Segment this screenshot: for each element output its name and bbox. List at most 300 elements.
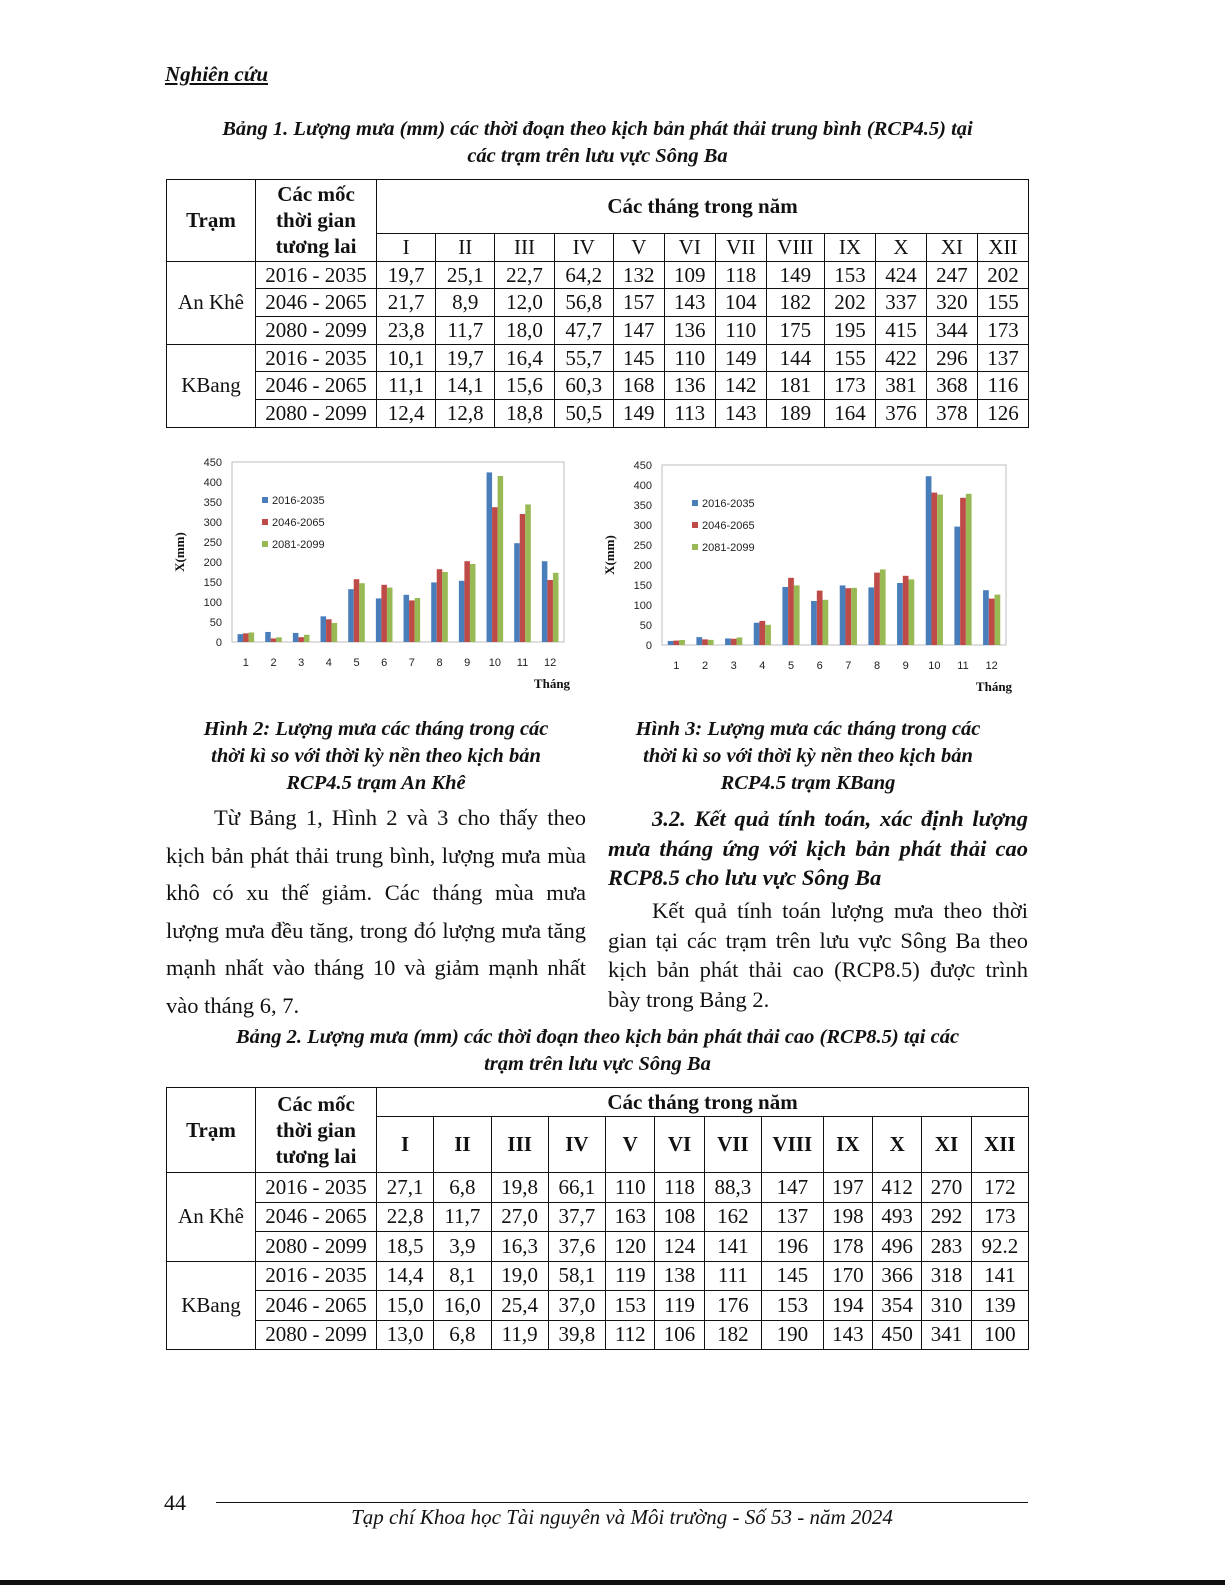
value-cell: 378 bbox=[926, 400, 977, 428]
header-period-line: tương lai bbox=[275, 234, 357, 259]
value-cell: 110 bbox=[664, 344, 715, 372]
legend-swatch bbox=[262, 541, 268, 547]
bar bbox=[845, 588, 851, 645]
bar bbox=[415, 598, 421, 642]
value-cell: 39,8 bbox=[548, 1320, 605, 1350]
value-cell: 37,0 bbox=[548, 1291, 605, 1321]
value-cell: 126 bbox=[977, 400, 1028, 428]
bar bbox=[498, 476, 504, 642]
period-cell: 2080 - 2099 bbox=[256, 400, 377, 428]
bar bbox=[874, 573, 880, 645]
y-tick-label: 250 bbox=[633, 540, 652, 552]
y-tick-label: 50 bbox=[639, 620, 652, 632]
chart-an-khe bbox=[168, 456, 588, 706]
header-period-line: thời gian bbox=[276, 208, 356, 233]
table-row bbox=[167, 372, 1029, 400]
table1-caption-line1: Bảng 1. Lượng mưa (mm) các thời đoạn theo kịch bản phát thải trung bình (RCP4.5) tại bbox=[222, 118, 973, 140]
bar bbox=[765, 625, 771, 645]
value-cell: 147 bbox=[761, 1173, 823, 1203]
period-cell: 2016 - 2035 bbox=[256, 1173, 377, 1203]
period-cell: 2080 - 2099 bbox=[256, 317, 377, 345]
bar bbox=[731, 639, 737, 645]
table-row bbox=[167, 400, 1029, 428]
header-period-line: Các mốc bbox=[277, 182, 355, 207]
value-cell: 341 bbox=[922, 1320, 971, 1350]
table-row bbox=[167, 1173, 1029, 1203]
table-row bbox=[167, 1232, 1029, 1262]
value-cell: 64,2 bbox=[554, 261, 613, 289]
value-cell: 412 bbox=[873, 1173, 922, 1203]
bar bbox=[271, 638, 277, 642]
value-cell: 50,5 bbox=[554, 400, 613, 428]
y-tick-label: 250 bbox=[203, 537, 222, 549]
header-row bbox=[167, 180, 1029, 234]
bar bbox=[326, 619, 332, 642]
value-cell: 344 bbox=[926, 317, 977, 345]
bar bbox=[794, 585, 800, 645]
bar bbox=[304, 635, 310, 642]
value-cell: 112 bbox=[606, 1320, 655, 1350]
value-cell: 6,8 bbox=[434, 1320, 491, 1350]
bar bbox=[298, 637, 304, 642]
section-heading: 3.2. Kết quả tính toán, xác định lượng mưa tháng ứng với kịch bản phát thải cao RCP8.5 cho lưu vực Sông Ba bbox=[608, 806, 1028, 890]
value-cell: 424 bbox=[875, 261, 926, 289]
month-header: XII bbox=[971, 1117, 1028, 1173]
value-cell: 141 bbox=[704, 1232, 761, 1262]
value-cell: 12,0 bbox=[495, 289, 554, 317]
header-period bbox=[256, 180, 377, 262]
month-header: III bbox=[495, 234, 554, 262]
value-cell: 118 bbox=[655, 1173, 704, 1203]
value-cell: 136 bbox=[664, 372, 715, 400]
bar bbox=[321, 616, 327, 642]
header-period-line: tương lai bbox=[275, 1144, 357, 1168]
month-header: I bbox=[377, 1117, 434, 1173]
x-tick-label: 10 bbox=[928, 660, 941, 672]
value-cell: 21,7 bbox=[377, 289, 436, 317]
y-tick-label: 100 bbox=[203, 597, 222, 609]
bar bbox=[754, 623, 760, 645]
value-cell: 12,8 bbox=[436, 400, 495, 428]
value-cell: 153 bbox=[606, 1291, 655, 1321]
section-label: Nghiên cứu bbox=[165, 62, 269, 86]
month-header: II bbox=[436, 234, 495, 262]
month-header: VIII bbox=[766, 234, 824, 262]
legend-swatch bbox=[692, 522, 698, 528]
period-cell: 2016 - 2035 bbox=[256, 344, 377, 372]
bar bbox=[926, 476, 932, 645]
y-tick-label: 300 bbox=[203, 517, 222, 529]
bar bbox=[376, 598, 382, 642]
legend-label: 2016-2035 bbox=[272, 495, 325, 507]
value-cell: 157 bbox=[613, 289, 664, 317]
bar bbox=[293, 633, 299, 642]
value-cell: 194 bbox=[823, 1291, 872, 1321]
value-cell: 8,9 bbox=[436, 289, 495, 317]
bar bbox=[409, 600, 415, 642]
y-tick-label: 400 bbox=[203, 477, 222, 489]
value-cell: 496 bbox=[873, 1232, 922, 1262]
period-cell: 2046 - 2065 bbox=[256, 289, 377, 317]
value-cell: 119 bbox=[655, 1291, 704, 1321]
bar bbox=[238, 634, 244, 642]
month-header: XII bbox=[977, 234, 1028, 262]
y-tick-label: 450 bbox=[203, 457, 222, 469]
value-cell: 15,6 bbox=[495, 372, 554, 400]
month-header: IX bbox=[825, 234, 876, 262]
bar bbox=[276, 637, 282, 642]
x-tick-label: 12 bbox=[544, 657, 557, 669]
value-cell: 178 bbox=[823, 1232, 872, 1262]
value-cell: 12,4 bbox=[377, 400, 436, 428]
period-cell: 2016 - 2035 bbox=[256, 1261, 377, 1291]
y-tick-label: 400 bbox=[633, 480, 652, 492]
x-tick-label: 2 bbox=[270, 657, 277, 669]
bar bbox=[817, 591, 823, 645]
header-station: Trạm bbox=[167, 180, 256, 262]
bar bbox=[348, 589, 354, 642]
table-row bbox=[167, 344, 1029, 372]
table1 bbox=[166, 179, 1029, 428]
month-header: V bbox=[606, 1117, 655, 1173]
bar bbox=[243, 633, 249, 642]
legend-swatch bbox=[262, 497, 268, 503]
value-cell: 318 bbox=[922, 1261, 971, 1291]
bar bbox=[525, 504, 531, 642]
bar bbox=[249, 632, 255, 642]
value-cell: 16,4 bbox=[495, 344, 554, 372]
value-cell: 124 bbox=[655, 1232, 704, 1262]
month-header: VII bbox=[704, 1117, 761, 1173]
value-cell: 493 bbox=[873, 1202, 922, 1232]
value-cell: 22,7 bbox=[495, 261, 554, 289]
value-cell: 143 bbox=[664, 289, 715, 317]
bar bbox=[470, 564, 476, 642]
header-station: Trạm bbox=[167, 1088, 256, 1173]
bar bbox=[788, 578, 794, 645]
x-tick-label: 7 bbox=[408, 657, 415, 669]
value-cell: 366 bbox=[873, 1261, 922, 1291]
bar bbox=[903, 576, 909, 645]
bar bbox=[359, 583, 365, 642]
value-cell: 18,5 bbox=[377, 1232, 434, 1262]
table-row bbox=[167, 261, 1029, 289]
value-cell: 11,7 bbox=[434, 1202, 491, 1232]
fig2-caption-line3: RCP4.5 trạm An Khê bbox=[286, 772, 466, 794]
period-cell: 2016 - 2035 bbox=[256, 261, 377, 289]
value-cell: 66,1 bbox=[548, 1173, 605, 1203]
value-cell: 381 bbox=[875, 372, 926, 400]
value-cell: 15,0 bbox=[377, 1291, 434, 1321]
value-cell: 37,7 bbox=[548, 1202, 605, 1232]
table1-caption bbox=[166, 116, 1029, 170]
month-header: VII bbox=[715, 234, 766, 262]
bar bbox=[514, 543, 520, 642]
header-period-line: thời gian bbox=[276, 1118, 356, 1142]
value-cell: 138 bbox=[655, 1261, 704, 1291]
value-cell: 6,8 bbox=[434, 1173, 491, 1203]
value-cell: 172 bbox=[971, 1173, 1028, 1203]
fig2-caption bbox=[166, 716, 586, 797]
month-header: X bbox=[875, 234, 926, 262]
table-row bbox=[167, 1202, 1029, 1232]
bar bbox=[442, 572, 448, 642]
x-tick-label: 2 bbox=[701, 660, 709, 672]
bar bbox=[983, 590, 989, 645]
value-cell: 354 bbox=[873, 1291, 922, 1321]
month-header: X bbox=[873, 1117, 922, 1173]
bar bbox=[960, 498, 966, 645]
value-cell: 145 bbox=[613, 344, 664, 372]
value-cell: 55,7 bbox=[554, 344, 613, 372]
bar bbox=[520, 514, 526, 642]
x-tick-label: 9 bbox=[464, 657, 471, 669]
value-cell: 173 bbox=[977, 317, 1028, 345]
value-cell: 25,1 bbox=[436, 261, 495, 289]
bar bbox=[265, 632, 271, 642]
value-cell: 116 bbox=[977, 372, 1028, 400]
value-cell: 173 bbox=[825, 372, 876, 400]
value-cell: 181 bbox=[766, 372, 824, 400]
table-row bbox=[167, 317, 1029, 345]
value-cell: 283 bbox=[922, 1232, 971, 1262]
fig3-caption bbox=[598, 716, 1018, 797]
value-cell: 292 bbox=[922, 1202, 971, 1232]
value-cell: 337 bbox=[875, 289, 926, 317]
table-row bbox=[167, 1291, 1029, 1321]
value-cell: 27,1 bbox=[377, 1173, 434, 1203]
month-header: VI bbox=[664, 234, 715, 262]
bar bbox=[725, 638, 731, 645]
month-header: I bbox=[377, 234, 436, 262]
fig3-caption-line1: Hình 3: Lượng mưa các tháng trong các bbox=[635, 718, 981, 740]
x-tick-label: 1 bbox=[673, 660, 680, 672]
value-cell: 14,1 bbox=[436, 372, 495, 400]
x-tick-label: 4 bbox=[759, 660, 766, 672]
station-cell: An Khê bbox=[167, 1173, 256, 1262]
value-cell: 118 bbox=[715, 261, 766, 289]
bar bbox=[437, 569, 443, 642]
bar bbox=[354, 579, 360, 642]
value-cell: 310 bbox=[922, 1291, 971, 1321]
y-tick-label: 450 bbox=[633, 460, 652, 472]
x-tick-label: 11 bbox=[957, 660, 969, 672]
value-cell: 155 bbox=[825, 344, 876, 372]
value-cell: 195 bbox=[825, 317, 876, 345]
bar bbox=[880, 569, 886, 645]
table-row bbox=[167, 1261, 1029, 1291]
bar bbox=[909, 579, 915, 645]
legend-swatch bbox=[692, 500, 698, 506]
value-cell: 202 bbox=[825, 289, 876, 317]
value-cell: 18,0 bbox=[495, 317, 554, 345]
x-tick-label: 6 bbox=[816, 660, 823, 672]
table1-caption-line2: các trạm trên lưu vực Sông Ba bbox=[467, 145, 728, 167]
table-row bbox=[167, 1320, 1029, 1350]
y-tick-label: 100 bbox=[633, 600, 652, 612]
value-cell: 27,0 bbox=[491, 1202, 548, 1232]
y-axis-label: X(mm) bbox=[172, 532, 187, 572]
bar bbox=[553, 573, 559, 642]
bar bbox=[702, 639, 708, 645]
value-cell: 153 bbox=[825, 261, 876, 289]
page-number: 44 bbox=[164, 1490, 186, 1515]
legend-label: 2081-2099 bbox=[272, 539, 325, 551]
value-cell: 16,0 bbox=[434, 1291, 491, 1321]
journal-name: Tạp chí Khoa học Tài nguyên và Môi trường - Số 53 - năm 2024 bbox=[351, 1505, 893, 1529]
value-cell: 109 bbox=[664, 261, 715, 289]
value-cell: 368 bbox=[926, 372, 977, 400]
station-cell: An Khê bbox=[167, 261, 256, 344]
value-cell: 176 bbox=[704, 1291, 761, 1321]
x-tick-label: 7 bbox=[845, 660, 852, 672]
y-tick-label: 150 bbox=[203, 577, 222, 589]
value-cell: 11,1 bbox=[377, 372, 436, 400]
legend-swatch bbox=[692, 544, 698, 550]
value-cell: 137 bbox=[761, 1202, 823, 1232]
left-paragraph: Từ Bảng 1, Hình 2 và 3 cho thấy theo kịch bản phát thải trung bình, lượng mưa mùa khô có xu thế giảm. Các tháng mùa mưa lượng mưa đều tăng, trong đó lượng mưa tăng mạnh nhất vào tháng 10 và giảm mạnh nhất vào tháng 6, 7. bbox=[166, 805, 586, 1018]
bar bbox=[673, 641, 679, 645]
header-period bbox=[256, 1088, 377, 1173]
bar bbox=[737, 637, 743, 645]
bar bbox=[404, 595, 410, 642]
x-tick-label: 1 bbox=[242, 657, 249, 669]
bar bbox=[966, 494, 972, 645]
bar bbox=[897, 583, 903, 645]
bottom-rule bbox=[0, 1580, 1225, 1585]
value-cell: 190 bbox=[761, 1320, 823, 1350]
header-months: Các tháng trong năm bbox=[377, 1088, 1029, 1117]
x-tick-label: 8 bbox=[436, 657, 443, 669]
value-cell: 58,1 bbox=[548, 1261, 605, 1291]
value-cell: 247 bbox=[926, 261, 977, 289]
value-cell: 132 bbox=[613, 261, 664, 289]
bar bbox=[459, 581, 465, 642]
station-cell: KBang bbox=[167, 1261, 256, 1350]
bar bbox=[492, 507, 498, 642]
value-cell: 110 bbox=[715, 317, 766, 345]
value-cell: 149 bbox=[766, 261, 824, 289]
table-row bbox=[167, 289, 1029, 317]
bar bbox=[547, 580, 553, 642]
chart-kbang bbox=[598, 459, 1030, 709]
value-cell: 8,1 bbox=[434, 1261, 491, 1291]
value-cell: 19,8 bbox=[491, 1173, 548, 1203]
value-cell: 18,8 bbox=[495, 400, 554, 428]
month-header: II bbox=[434, 1117, 491, 1173]
value-cell: 450 bbox=[873, 1320, 922, 1350]
value-cell: 13,0 bbox=[377, 1320, 434, 1350]
y-tick-label: 150 bbox=[633, 580, 652, 592]
x-tick-label: 6 bbox=[381, 657, 388, 669]
bar bbox=[759, 621, 765, 645]
x-tick-label: 9 bbox=[902, 660, 909, 672]
value-cell: 139 bbox=[971, 1291, 1028, 1321]
value-cell: 106 bbox=[655, 1320, 704, 1350]
value-cell: 170 bbox=[823, 1261, 872, 1291]
value-cell: 189 bbox=[766, 400, 824, 428]
bar bbox=[995, 595, 1001, 645]
value-cell: 149 bbox=[715, 344, 766, 372]
value-cell: 108 bbox=[655, 1202, 704, 1232]
value-cell: 270 bbox=[922, 1173, 971, 1203]
value-cell: 296 bbox=[926, 344, 977, 372]
value-cell: 144 bbox=[766, 344, 824, 372]
bar bbox=[937, 495, 943, 645]
month-header: III bbox=[491, 1117, 548, 1173]
x-tick-label: 11 bbox=[516, 657, 529, 669]
value-cell: 19,7 bbox=[436, 344, 495, 372]
month-header: XI bbox=[922, 1117, 971, 1173]
bar bbox=[989, 599, 995, 645]
month-header: IX bbox=[823, 1117, 872, 1173]
y-tick-label: 300 bbox=[633, 520, 652, 532]
x-tick-label: 4 bbox=[325, 657, 332, 669]
y-tick-label: 0 bbox=[215, 637, 222, 649]
x-axis-label: Tháng bbox=[975, 679, 1013, 694]
month-header: IV bbox=[554, 234, 613, 262]
legend-label: 2081-2099 bbox=[702, 542, 755, 554]
y-tick-label: 0 bbox=[645, 640, 652, 652]
right-paragraph: Kết quả tính toán lượng mưa theo thời gian tại các trạm trên lưu vực Sông Ba theo kịch bản phát thải cao (RCP8.5) được trình bày trong Bảng 2. bbox=[608, 898, 1028, 1012]
value-cell: 182 bbox=[766, 289, 824, 317]
period-cell: 2046 - 2065 bbox=[256, 372, 377, 400]
x-tick-label: 5 bbox=[787, 660, 795, 672]
value-cell: 11,9 bbox=[491, 1320, 548, 1350]
y-tick-label: 200 bbox=[633, 560, 652, 572]
bar bbox=[811, 601, 817, 645]
value-cell: 168 bbox=[613, 372, 664, 400]
value-cell: 182 bbox=[704, 1320, 761, 1350]
x-tick-label: 3 bbox=[730, 660, 737, 672]
value-cell: 155 bbox=[977, 289, 1028, 317]
y-axis-label: X(mm) bbox=[602, 535, 617, 575]
value-cell: 163 bbox=[606, 1202, 655, 1232]
month-header: VI bbox=[655, 1117, 704, 1173]
bar bbox=[868, 587, 874, 645]
value-cell: 19,7 bbox=[377, 261, 436, 289]
value-cell: 37,6 bbox=[548, 1232, 605, 1262]
header-row bbox=[167, 1088, 1029, 1117]
bar bbox=[381, 585, 387, 642]
bar bbox=[823, 600, 829, 645]
bar bbox=[332, 623, 338, 642]
footer-divider bbox=[216, 1502, 1028, 1503]
value-cell: 153 bbox=[761, 1291, 823, 1321]
table2-caption-line2: trạm trên lưu vực Sông Ba bbox=[484, 1053, 711, 1075]
value-cell: 143 bbox=[715, 400, 766, 428]
period-cell: 2046 - 2065 bbox=[256, 1202, 377, 1232]
value-cell: 119 bbox=[606, 1261, 655, 1291]
month-header: VIII bbox=[761, 1117, 823, 1173]
bar bbox=[840, 585, 846, 645]
fig2-caption-line2: thời kì so với thời kỳ nền theo kịch bản bbox=[211, 745, 541, 767]
value-cell: 11,7 bbox=[436, 317, 495, 345]
value-cell: 145 bbox=[761, 1261, 823, 1291]
x-tick-label: 8 bbox=[873, 660, 881, 672]
value-cell: 197 bbox=[823, 1173, 872, 1203]
value-cell: 376 bbox=[875, 400, 926, 428]
month-header: IV bbox=[548, 1117, 605, 1173]
bar bbox=[542, 561, 548, 642]
value-cell: 60,3 bbox=[554, 372, 613, 400]
bar bbox=[954, 527, 960, 645]
bar bbox=[851, 588, 857, 645]
bar bbox=[431, 582, 437, 642]
value-cell: 113 bbox=[664, 400, 715, 428]
value-cell: 415 bbox=[875, 317, 926, 345]
value-cell: 16,3 bbox=[491, 1232, 548, 1262]
